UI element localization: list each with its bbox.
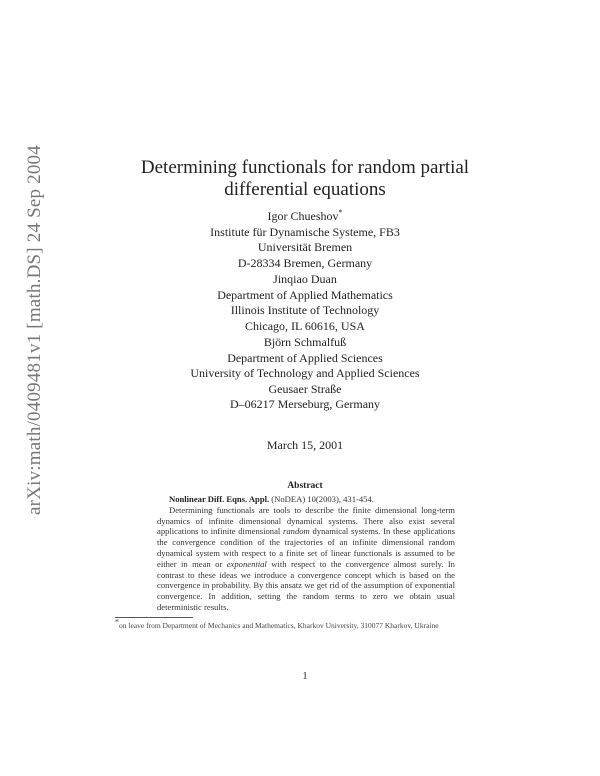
journal-name: Nonlinear Diff. Eqns. Appl. [169, 494, 270, 504]
author-name: Igor Chueshov* [267, 208, 343, 223]
abstract-body: Determining functionals are tools to describe the finite dimensional long-term dynamics of infinite dimensional dynamical systems. There also exist several applications to infinite dimensional random dynamical systems. In these applications the convergence condition of the trajectories of an infinite dimensional random dynamical system with respect to a finite set of linear functionals is assumed to be either in mean or exponential with respect to the convergence almost surely. In contrast to these ideas we introduce a convergence concept which is based on the convergence in probability. By this ansatz we get rid of the assumption of exponential convergence. In addition, setting the random terms to zero we obtain usual deterministic results. [157, 504, 455, 612]
affiliation-line: University of Technology and Applied Sciences [190, 366, 420, 380]
author-name: Björn Schmalfuß [263, 335, 347, 349]
affiliation-line: Department of Applied Mathematics [217, 287, 393, 302]
author-name: Jinqiao Duan [273, 272, 337, 286]
arxiv-sidebar-stamp [10, 70, 60, 590]
affiliation-line: Geusaer Straße [268, 381, 342, 396]
abstract-text [157, 494, 455, 613]
abstract-heading: Abstract [287, 481, 323, 491]
paper-date: March 15, 2001 [266, 438, 344, 452]
title-line-1: Determining functionals for random partial [140, 157, 470, 178]
affiliation-line: D-28334 Bremen, Germany [237, 255, 373, 270]
title-line-2: differential equations [224, 179, 386, 200]
footnote-marker: * [338, 208, 343, 217]
affiliation-line: Chicago, IL 60616, USA [245, 318, 365, 333]
affiliation-line: Illinois Institute of Technology [230, 303, 380, 317]
journal-citation: (NoDEA) 10(2003), 431-454. [269, 494, 374, 504]
affiliation-line: D–06217 Merseburg, Germany [229, 397, 381, 411]
affiliation-line: Department of Applied Sciences [227, 350, 383, 365]
affiliation-line: Universität Bremen [257, 240, 353, 254]
author-block-chueshov [110, 209, 500, 271]
arxiv-identifier: arXiv:math/0409481v1 [math.DS] 24 Sep 2004 [24, 145, 45, 515]
author-block-schmalfuss [110, 335, 500, 413]
paper-title [110, 157, 500, 201]
journal-reference [157, 494, 455, 505]
page-number: 1 [302, 671, 308, 682]
footnote: *on leave from Department of Mechanics and Mathematics, Kharkov University, 310077 Kharkov, Ukraine [115, 617, 439, 630]
footnote-divider [115, 617, 193, 618]
affiliation-line: Institute für Dynamische Systeme, FB3 [210, 224, 400, 239]
author-block-duan [110, 272, 500, 334]
